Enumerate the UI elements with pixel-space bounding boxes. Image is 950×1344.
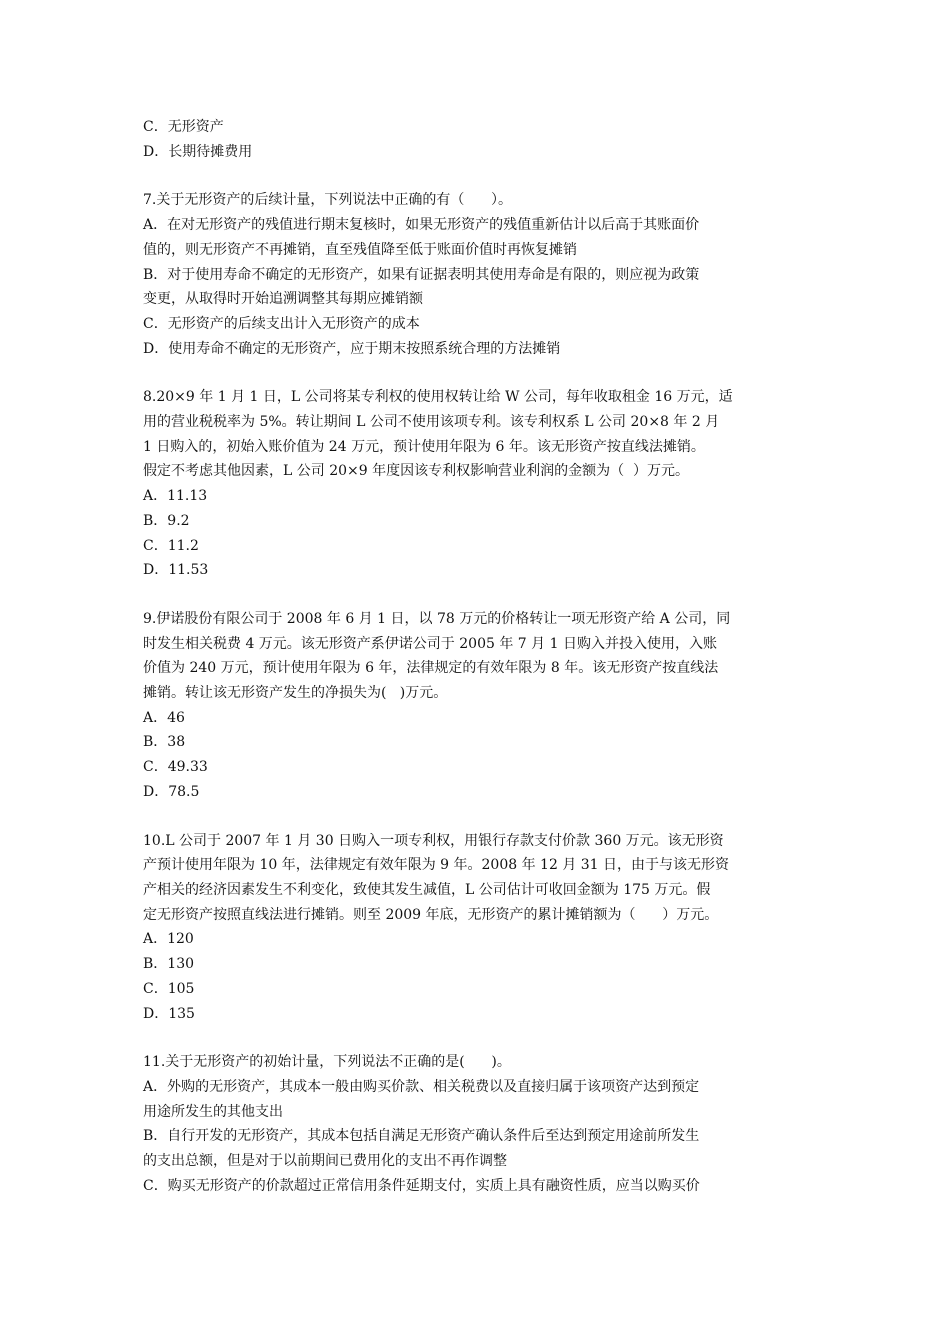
option-b: B．130 — [143, 956, 195, 973]
option-a: A．46 — [143, 709, 185, 726]
question-stem: 11.关于无形资产的初始计量，下列说法不正确的是( )。 — [143, 1054, 511, 1071]
question-stem-line: 1 日购入的，初始入账价值为 24 万元，预计使用年限为 6 年。该无形资产按直线法摊销。 — [143, 438, 705, 455]
question-stem-line: 产相关的经济因素发生不利变化，致使其发生减值，L 公司估计可收回金额为 175 万元。假 — [143, 881, 711, 898]
option-c: C．无形资产的后续支出计入无形资产的成本 — [143, 315, 420, 332]
option-d: D．135 — [143, 1005, 195, 1022]
question-11 — [143, 1050, 811, 1198]
question-stem-line: 定无形资产按照直线法进行摊销。则至 2009 年底，无形资产的累计摊销额为（ ）万元。 — [143, 906, 719, 923]
question-8 — [143, 385, 811, 583]
question-9 — [143, 607, 811, 805]
option-a-continued: 值的，则无形资产不再摊销，直至残值降至低于账面价值时再恢复摊销 — [143, 241, 577, 258]
question-stem: 9.伊诺股份有限公司于 2008 年 6 月 1 日，以 78 万元的价格转让一项无形资产给 A 公司，同 — [143, 610, 731, 627]
option-b: B．9.2 — [143, 512, 190, 529]
previous-question-options — [143, 115, 811, 164]
option-b: B．对于使用寿命不确定的无形资产，如果有证据表明其使用寿命是有限的，则应视为政策 — [143, 266, 700, 283]
question-stem-line: 用的营业税税率为 5%。转让期间 L 公司不使用该项专利。该专利权系 L 公司 20×8 年 2 月 — [143, 414, 720, 431]
option-d: D．长期待摊费用 — [143, 143, 253, 160]
option-a: A．120 — [143, 931, 194, 948]
question-stem-line: 摊销。转让该无形资产发生的净损失为( )万元。 — [143, 685, 448, 702]
option-a: A．在对无形资产的残值进行期末复核时，如果无形资产的残值重新估计以后高于其账面价 — [143, 217, 700, 234]
option-c: C．105 — [143, 980, 195, 997]
question-stem: 8.20×9 年 1 月 1 日，L 公司将某专利权的使用权转让给 W 公司，每年收取租金 16 万元，适 — [143, 389, 733, 406]
question-10 — [143, 829, 811, 1027]
option-c: C．无形资产 — [143, 119, 224, 135]
option-d: D．11.53 — [143, 562, 209, 579]
option-a-continued: 用途所发生的其他支出 — [143, 1103, 283, 1120]
option-c: C．购买无形资产的价款超过正常信用条件延期支付，实质上具有融资性质，应当以购买价 — [143, 1177, 700, 1194]
question-7 — [143, 188, 811, 361]
question-stem-line: 产预计使用年限为 10 年，法律规定有效年限为 9 年。2008 年 12 月 31 日，由于与该无形资 — [143, 857, 730, 874]
document-page — [143, 115, 811, 1198]
option-d: D．使用寿命不确定的无形资产，应于期末按照系统合理的方法摊销 — [143, 340, 561, 357]
question-stem-line: 假定不考虑其他因素，L 公司 20×9 年度因该专利权影响营业利润的金额为（ ）万元。 — [143, 463, 689, 480]
question-stem: 10.L 公司于 2007 年 1 月 30 日购入一项专利权，用银行存款支付价款 360 万元。该无形资 — [143, 832, 724, 849]
option-b-continued: 变更，从取得时开始追溯调整其每期应摊销额 — [143, 291, 423, 308]
option-b-continued: 的支出总额，但是对于以前期间已费用化的支出不再作调整 — [143, 1153, 507, 1170]
question-stem: 7.关于无形资产的后续计量，下列说法中正确的有（ ）。 — [143, 192, 513, 209]
option-c: C．11.2 — [143, 537, 199, 554]
option-b: B．自行开发的无形资产，其成本包括自满足无形资产确认条件后至达到预定用途前所发生 — [143, 1128, 700, 1145]
option-d: D．78.5 — [143, 783, 200, 800]
question-stem-line: 时发生相关税费 4 万元。该无形资产系伊诺公司于 2005 年 7 月 1 日购入并投入使用，入账 — [143, 635, 717, 652]
option-a: A．外购的无形资产，其成本一般由购买价款、相关税费以及直接归属于该项资产达到预定 — [143, 1078, 700, 1095]
option-c: C．49.33 — [143, 759, 208, 776]
question-stem-line: 价值为 240 万元，预计使用年限为 6 年，法律规定的有效年限为 8 年。该无形资产按直线法 — [143, 660, 719, 677]
option-b: B．38 — [143, 734, 186, 751]
option-a: A．11.13 — [143, 488, 208, 505]
